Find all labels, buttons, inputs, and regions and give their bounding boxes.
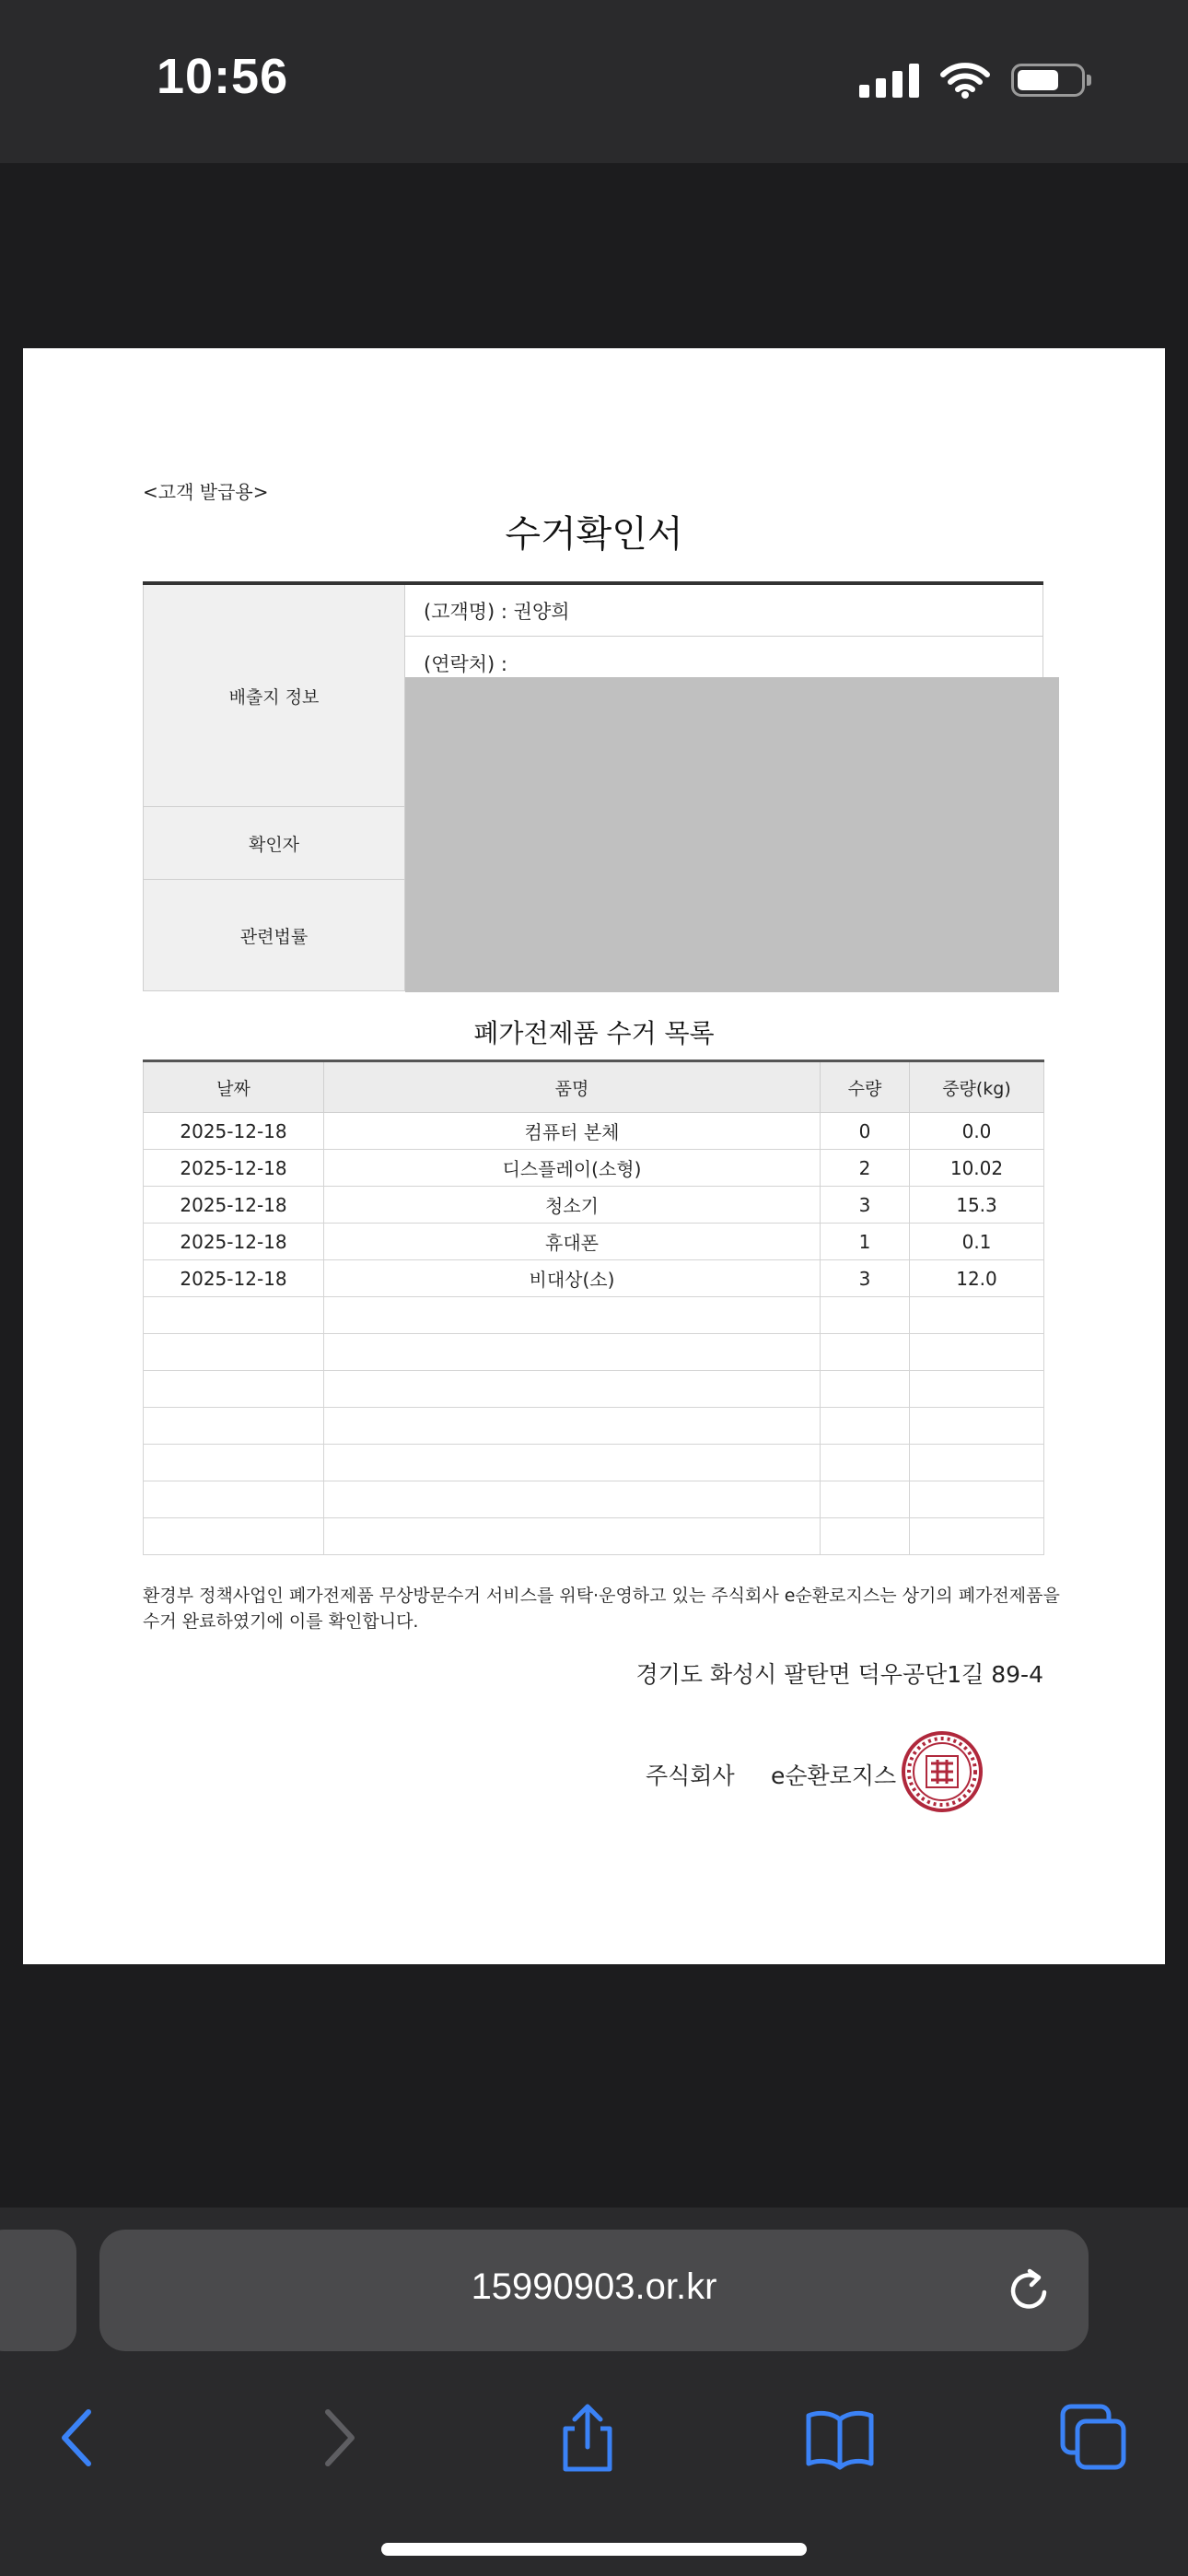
discharge-info-label: 배출지 정보 (144, 585, 405, 806)
row-item: 청소기 (324, 1187, 821, 1224)
row-date: 2025-12-18 (144, 1150, 324, 1187)
redaction-block (405, 677, 1059, 992)
forward-icon[interactable] (300, 2401, 374, 2475)
browser-chrome (0, 2207, 1188, 2576)
empty-row (144, 1445, 1044, 1481)
column-header: 수량 (821, 1061, 910, 1113)
bookmarks-icon[interactable] (803, 2401, 877, 2475)
row-qty: 2 (821, 1150, 910, 1187)
document-page (23, 348, 1165, 1964)
row-date: 2025-12-18 (144, 1224, 324, 1260)
row-qty: 3 (821, 1260, 910, 1297)
row-date: 2025-12-18 (144, 1187, 324, 1224)
customer-copy-tag: <고객 발급용> (143, 481, 269, 503)
home-indicator[interactable] (381, 2543, 807, 2556)
row-weight: 10.02 (910, 1150, 1044, 1187)
row-item: 비대상(소) (324, 1260, 821, 1297)
column-header: 품명 (324, 1061, 821, 1113)
empty-row (144, 1518, 1044, 1555)
row-date: 2025-12-18 (144, 1113, 324, 1150)
empty-row (144, 1371, 1044, 1408)
cellular-signal-icon (859, 63, 919, 98)
items-table (143, 1060, 1044, 1555)
wifi-icon (939, 62, 991, 99)
address-bar[interactable] (99, 2230, 1089, 2351)
row-weight: 0.0 (910, 1113, 1044, 1150)
row-item: 컴퓨터 본체 (324, 1113, 821, 1150)
reload-icon[interactable] (1004, 2265, 1055, 2316)
empty-row (144, 1481, 1044, 1518)
list-title: 폐가전제품 수거 목록 (473, 1018, 715, 1048)
row-qty: 1 (821, 1224, 910, 1260)
row-item: 디스플레이(소형) (324, 1150, 821, 1187)
row-weight: 15.3 (910, 1187, 1044, 1224)
row-item: 휴대폰 (324, 1224, 821, 1260)
row-qty: 3 (821, 1187, 910, 1224)
row-qty: 0 (821, 1113, 910, 1150)
empty-row (144, 1408, 1044, 1445)
share-icon[interactable] (551, 2401, 624, 2475)
tabs-icon[interactable] (1057, 2401, 1131, 2475)
back-icon[interactable] (42, 2401, 116, 2475)
status-icons (859, 57, 1085, 103)
document-title: 수거확인서 (505, 513, 683, 556)
status-bar (0, 0, 1188, 163)
contact-line: (연락처) : (424, 653, 507, 675)
table-row (144, 1260, 1044, 1297)
table-row (144, 1224, 1044, 1260)
table-row (144, 1113, 1044, 1150)
table-row (144, 1187, 1044, 1224)
previous-tab-preview[interactable] (0, 2230, 76, 2351)
row-weight: 12.0 (910, 1260, 1044, 1297)
empty-row (144, 1297, 1044, 1334)
url-text: 15990903.or.kr (471, 2266, 717, 2307)
company-prefix: 주식회사 (646, 1762, 735, 1789)
company-seal-icon (901, 1730, 984, 1813)
confirmer-label: 확인자 (144, 807, 405, 879)
row-weight: 0.1 (910, 1224, 1044, 1260)
row-date: 2025-12-18 (144, 1260, 324, 1297)
column-header: 날짜 (144, 1061, 324, 1113)
company-address: 경기도 화성시 팔탄면 덕우공단1길 89-4 (635, 1661, 1043, 1688)
status-time: 10:56 (157, 49, 289, 104)
law-label: 관련법률 (144, 880, 405, 990)
column-header: 중량(kg) (910, 1061, 1044, 1113)
company-name: e순환로지스 (771, 1762, 897, 1789)
table-row (144, 1150, 1044, 1187)
confirmation-text: 환경부 정책사업인 폐가전제품 무상방문수거 서비스를 위탁·운영하고 있는 주식회사 e순환로지스는 상기의 폐가전제품을 수거 완료하였기에 이를 확인합니다. (143, 1586, 1060, 1632)
browser-toolbar (0, 2392, 1188, 2502)
battery-icon (1011, 64, 1085, 97)
customer-name-line: (고객명) : 권양희 (405, 585, 1042, 637)
empty-row (144, 1334, 1044, 1371)
table-header-row (144, 1061, 1044, 1113)
